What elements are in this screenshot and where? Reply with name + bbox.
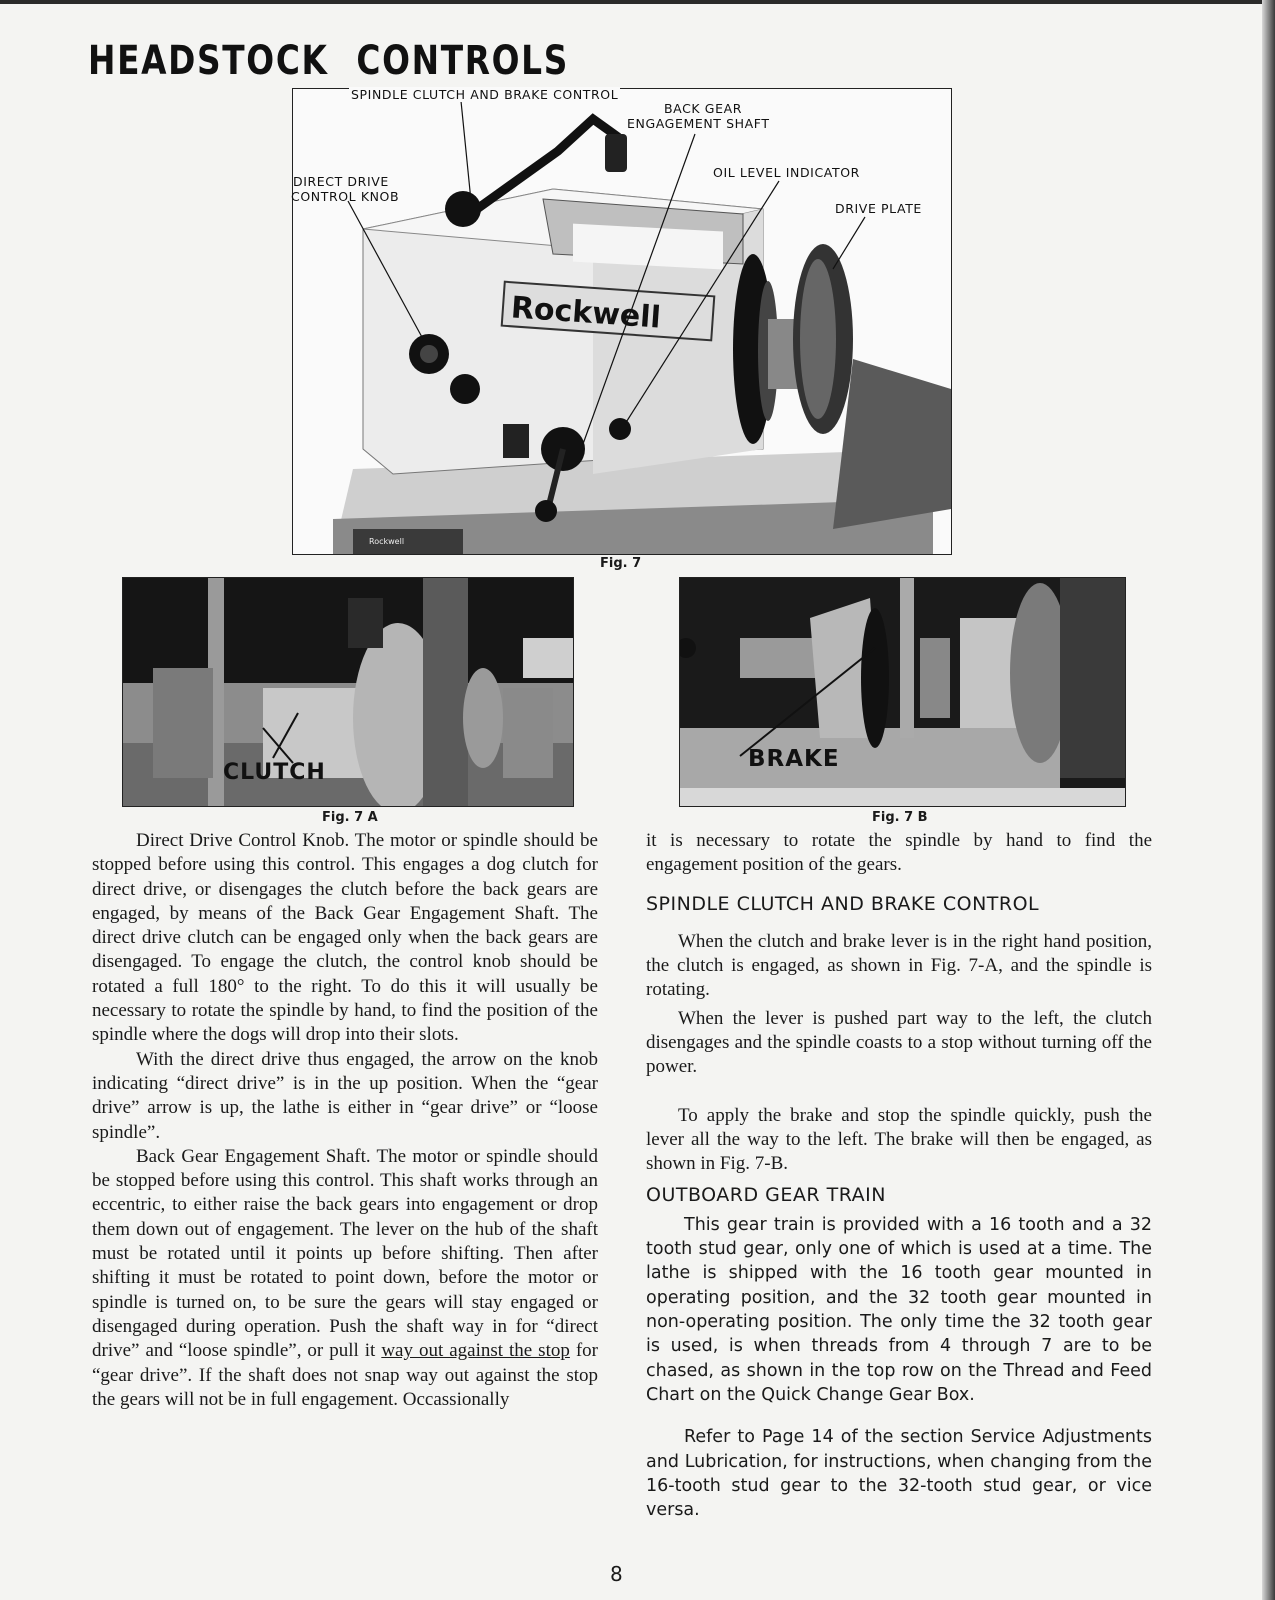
right-text-column xyxy=(646,829,1152,1522)
callout-direct-drive-line2: CONTROL KNOB xyxy=(291,189,400,204)
paragraph-back-gear-shaft: Back Gear Engagement Shaft. The motor or spindle should be stopped before using this control. This shaft works through an eccentric, to either raise the back gears into engagement or drop them down out of engagement. The lever on the hub of the shaft must be rotated until it points up before shifting. Then after shifting it must be rotated to point down, before the motor or spindle is turned on, to be sure the gears will stay engaged or disengaged during operation. Push the shaft way in for “direct drive” and “loose spindle”, or pull it way out against the stop for “gear drive”. If the shaft does not snap way out against the stop the gears will not be in full engagement. Occassionally xyxy=(92,1145,599,1410)
paragraph-direct-drive-engaged: With the direct drive thus engaged, the arrow on the knob indicating “direct drive” is in the up position. When the “gear drive” arrow is up, the lathe is either in “gear drive” or “loose spindle”. xyxy=(92,1048,598,1143)
paragraph-clutch-disengaged: When the lever is pushed part way to the left, the clutch disengages and the spindle coasts to a stop without turning off the power. xyxy=(646,1007,1152,1078)
paragraph-clutch-engaged: When the clutch and brake lever is in the right hand position, the clutch is engaged, as shown in Fig. 7-A, and the spindle is rotating. xyxy=(646,930,1152,1001)
clutch-illustration xyxy=(123,578,573,806)
figure-7-headstock-photo xyxy=(292,88,952,555)
heading-spindle-clutch-brake: SPINDLE CLUTCH AND BRAKE CONTROL xyxy=(646,892,1040,915)
clutch-label: CLUTCH xyxy=(223,760,326,785)
page-top-rule xyxy=(0,0,1275,4)
rockwell-logo: Rockwell xyxy=(509,290,662,336)
figure-7a-caption: Fig. 7 A xyxy=(322,810,378,825)
paragraph-gear-train: This gear train is provided with a 16 tooth and a 32 tooth stud gear, only one of which is used at a time. The lathe is shipped with the 16 tooth gear mounted in operating position, and the 32 tooth gear mounted in non-operating position. The only time the 32 tooth gear is used, is when threads from 4 through 7 are to be chased, as shown in the top row on the Thread and Feed Chart on the Quick Change Gear Box. xyxy=(646,1214,1152,1405)
heading-outboard-gear-train: OUTBOARD GEAR TRAIN xyxy=(646,1183,886,1206)
page-binding-edge xyxy=(1262,0,1275,1600)
page-number: 8 xyxy=(610,1562,623,1586)
figure-7a-clutch-photo xyxy=(122,577,574,807)
paragraph-continuation: it is necessary to rotate the spindle by hand to find the engagement position of the gears. xyxy=(646,830,1152,876)
base-brand-label: Rockwell xyxy=(369,537,405,546)
page-title: HEADSTOCK CONTROLS xyxy=(88,38,569,84)
callout-spindle-clutch: SPINDLE CLUTCH AND BRAKE CONTROL xyxy=(351,87,619,102)
callout-direct-drive-line1: DIRECT DRIVE xyxy=(293,174,389,189)
figure-7b-brake-photo xyxy=(679,577,1126,807)
brake-label: BRAKE xyxy=(748,746,840,772)
callout-drive-plate: DRIVE PLATE xyxy=(835,201,922,216)
paragraph-direct-drive-knob: Direct Drive Control Knob. The motor or spindle should be stopped before using this control. This engages a dog clutch for direct drive, or disengages the clutch before the back gears are engaged, by means of the Back Gear Engagement Shaft. The direct drive clutch can be engaged only when the back gears are disengaged. To engage the clutch, the control knob should be rotated a full 180° to the right. To do this it will usually be necessary to rotate the spindle by hand, to find the position of the spindle where the dogs will drop into their slots. xyxy=(92,830,598,1046)
callout-back-gear-line2: ENGAGEMENT SHAFT xyxy=(627,116,770,131)
paragraph-apply-brake: To apply the brake and stop the spindle quickly, push the lever all the way to the left. The brake will then be engaged, as shown in Fig. 7-B. xyxy=(646,1104,1152,1175)
brake-illustration xyxy=(680,578,1125,806)
headstock-illustration xyxy=(293,89,951,554)
figure-7b-caption: Fig. 7 B xyxy=(872,810,928,825)
callout-oil-level: OIL LEVEL INDICATOR xyxy=(713,165,860,180)
left-text-column xyxy=(92,829,598,1412)
underlined-phrase: way out against the stop xyxy=(381,1340,570,1362)
callout-back-gear-line1: BACK GEAR xyxy=(664,101,743,116)
paragraph-refer-page-14: Refer to Page 14 of the section Service Adjustments and Lubrication, for instructions, when changing from the 16-tooth stud gear to the 32-tooth stud gear, or vice versa. xyxy=(646,1427,1152,1521)
figure-7-caption: Fig. 7 xyxy=(600,556,642,571)
